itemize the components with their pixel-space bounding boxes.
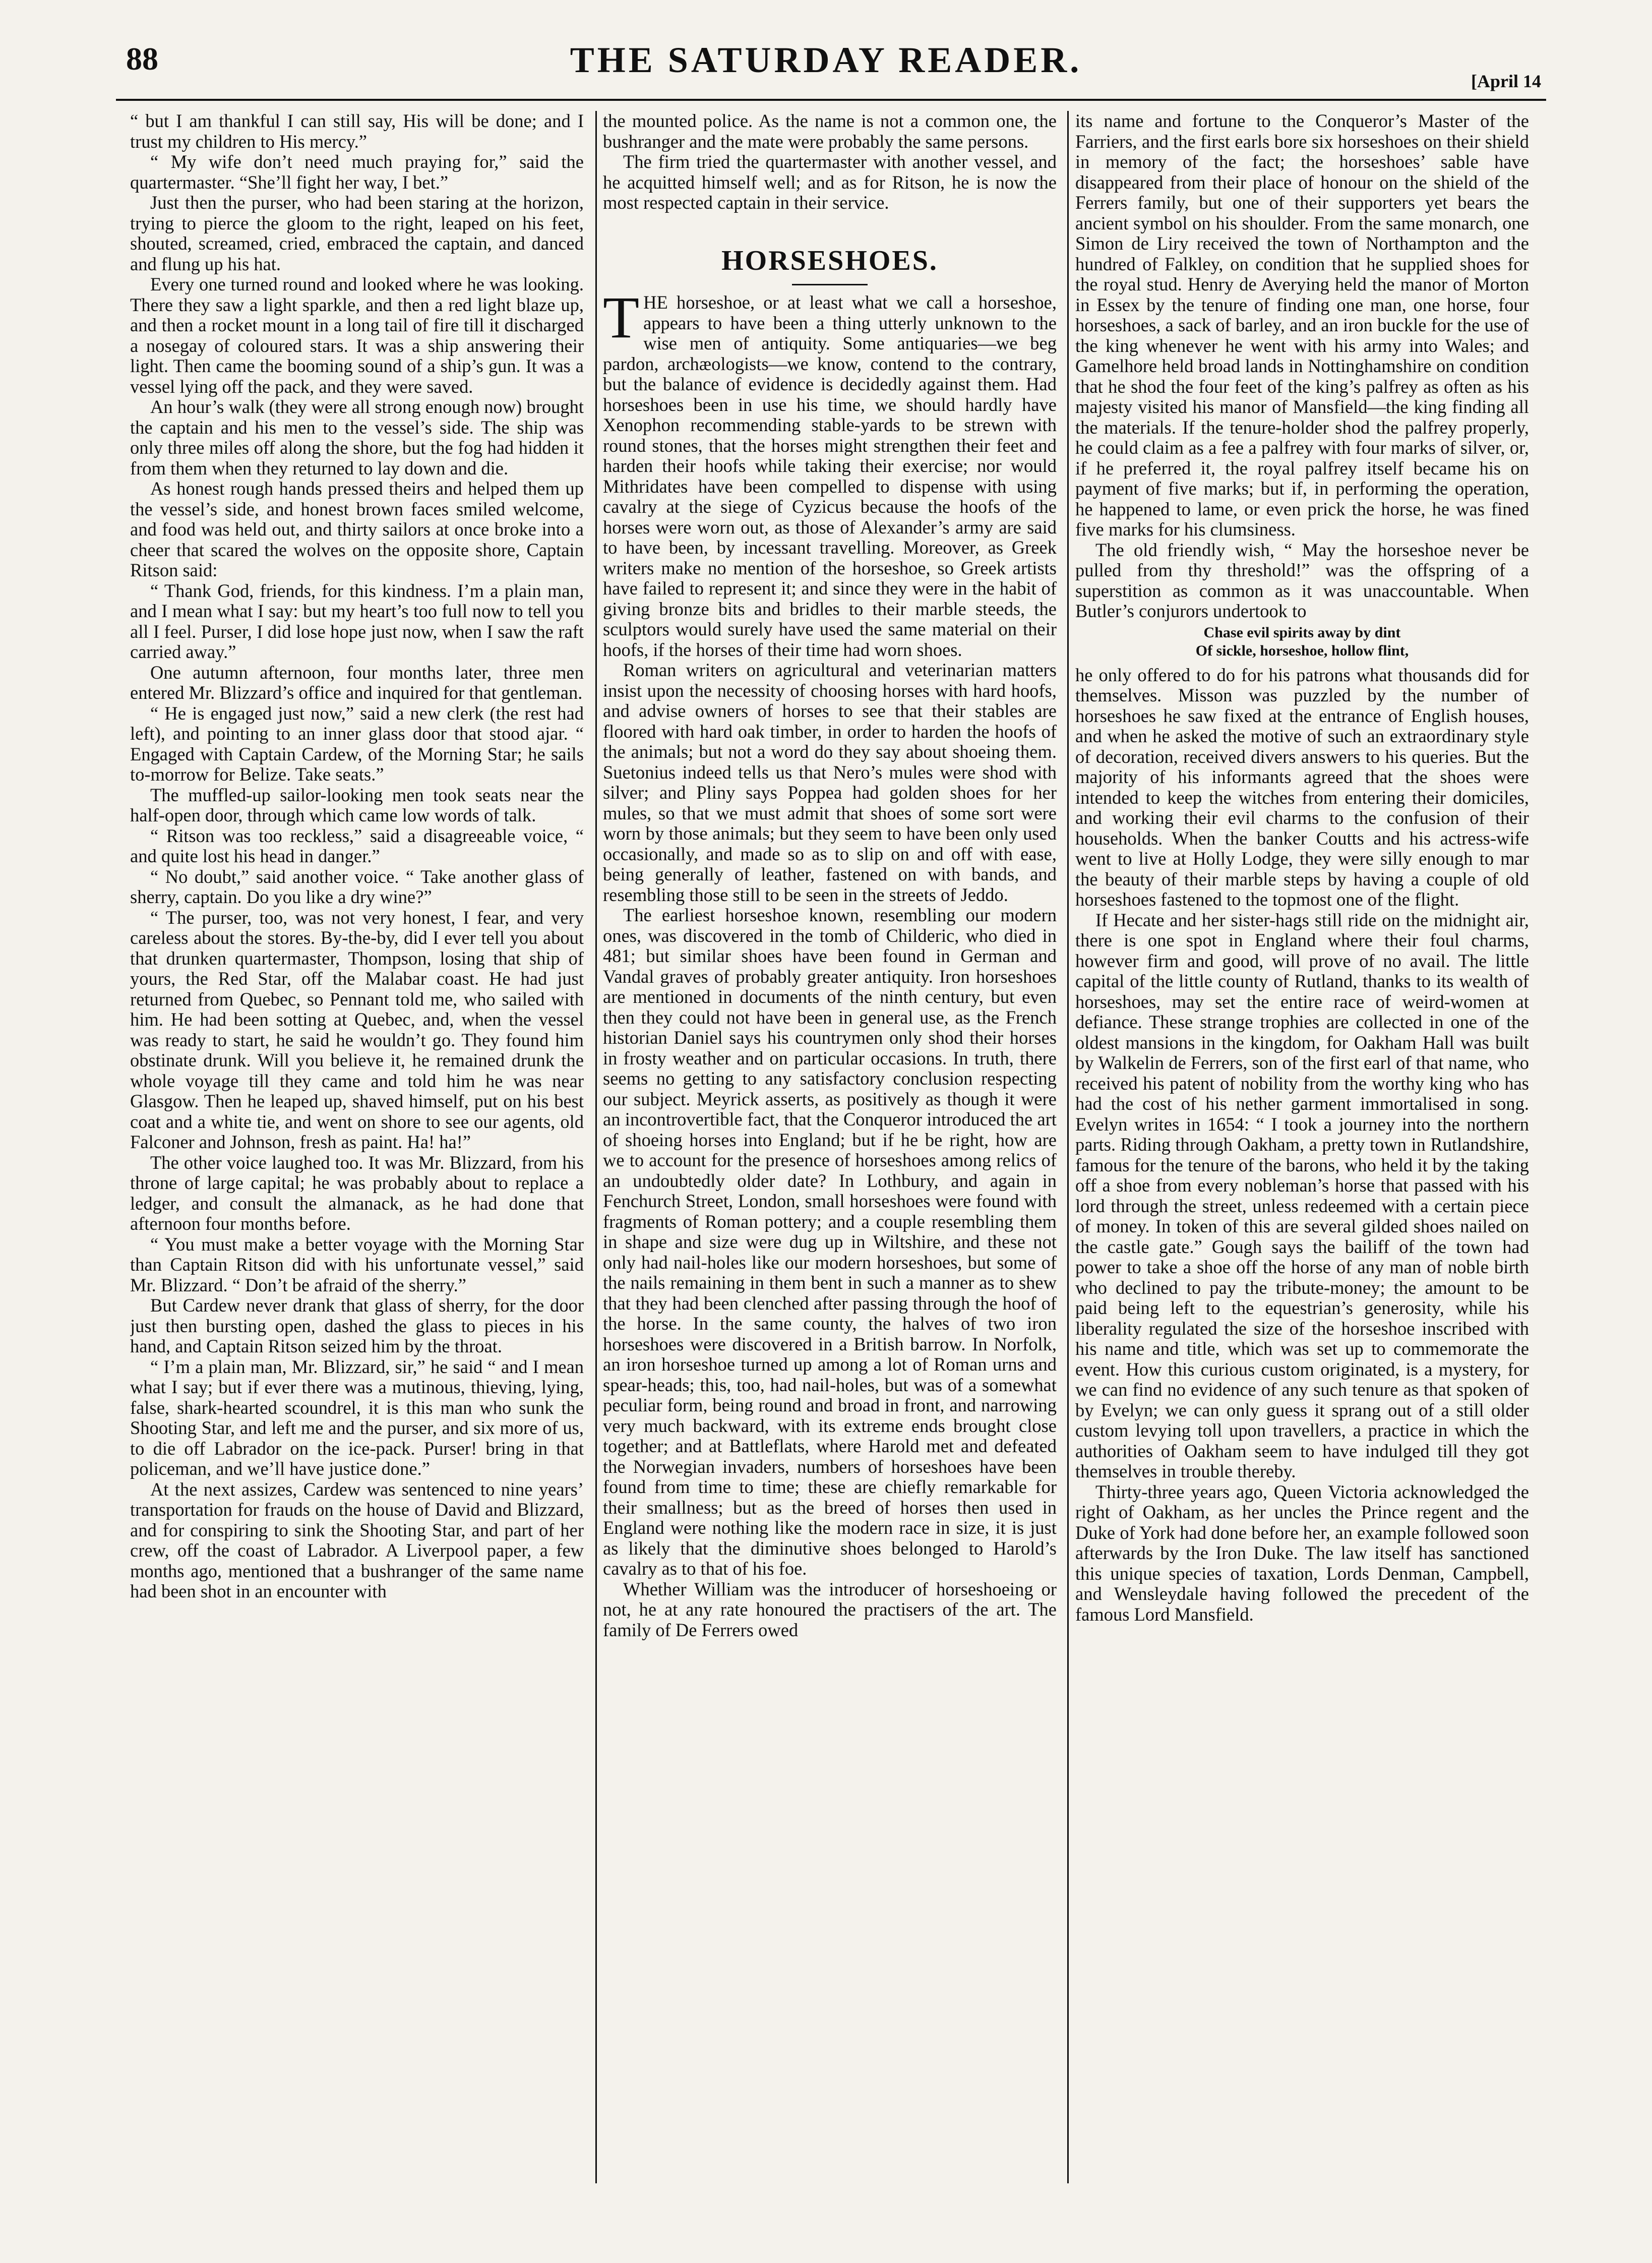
paragraph: Whether William was the introducer of horseshoeing or not, he at any rate honoured the practisers of the art. The family of De Ferrers owed — [603, 1578, 1057, 1640]
masthead — [0, 0, 1652, 101]
paragraph: At the next assizes, Cardew was sentenced to nine years’ transportation for frauds on the house of David and Blizzard, and for conspiring to sink the Shooting Star, and part of her crew, off the coast of Labrador. A Liverpool paper, a few months ago, mentioned that a bushranger of the same name had been shot in an encounter with — [130, 1478, 584, 1601]
paragraph — [603, 284, 1057, 660]
paragraph: The firm tried the quartermaster with another vessel, and he acquitted himself well; and as for Ritson, he is now the most respected captain in their service. — [603, 151, 1057, 213]
publication-title: THE SATURDAY READER. — [570, 40, 1082, 80]
column-rule — [1067, 111, 1069, 2183]
paragraph: he only offered to do for his patrons what thousands did for themselves. Misson was puzzled by the number of horseshoes he saw fixed at the entrance of English houses, and when he asked the motive of such an extraordinary style of decoration, received divers answers to his queries. But the majority of his informants agreed that the shoes were intended to keep the witches from entering their domiciles, and working their evil charms to the confusion of their households. When the banker Coutts and his actress-wife went to live at Holly Lodge, they were silly enough to mar the beauty of their marble steps by having a couple of old horseshoes fastened to the topmost one of the flight. — [1075, 664, 1529, 910]
paragraph: “ but I am thankful I can still say, His will be done; and I trust my children to His mercy.” — [130, 111, 584, 152]
paragraph: “ You must make a better voyage with the Morning Star than Captain Ritson did with his unfortunate vessel,” said Mr. Blizzard. “ Don’t be afraid of the sherry.” — [130, 1233, 584, 1295]
page-number: 88 — [126, 41, 158, 77]
paragraph: The old friendly wish, “ May the horseshoe never be pulled from thy threshold!” was the offspring of a superstition as common as it was unaccountable. When Butler’s conjurors undertook to — [1075, 539, 1529, 621]
paragraph: “ No doubt,” said another voice. “ Take another glass of sherry, captain. Do you like a dry wine?” — [130, 866, 584, 907]
column-3 — [1075, 111, 1529, 2183]
paragraph: Every one turned round and looked where he was looking. There they saw a light sparkle, and then a red light blaze up, and then a rocket mount in a long tail of fire till it discharged a nosegay of coloured stars. It was a ship answering their light. Then came the booming sound of a ship’s gun. It was a vessel lying off the pack, and they were saved. — [130, 274, 584, 397]
column-1 — [130, 111, 584, 2183]
column-rule — [595, 111, 597, 2183]
paragraph: “ He is engaged just now,” said a new clerk (the rest had left), and pointing to an inner glass door that stood ajar. “ Engaged with Captain Cardew, of the Morning Star; he sails to-morrow for Belize. Take seats.” — [130, 702, 584, 785]
article-title: HORSESHOES. — [721, 245, 938, 276]
paragraph: the mounted police. As the name is not a common one, the bushranger and the mate were probably the same persons. — [603, 111, 1057, 152]
paragraph: The earliest horseshoe known, resembling our modern ones, was discovered in the tomb of Childeric, who died in 481; but similar shoes have been found in German and Vandal graves of probably greater antiquity. Iron horseshoes are mentioned in documents of the ninth century, but even then they could not have been in general use, as the French historian Daniel says his countrymen only shod their horses in frosty weather and on particular occasions. In truth, there seems no getting to any satisfactory conclusion respecting our subject. Meyrick asserts, as positively as though it were an incontrovertible fact, that the Conqueror introduced the art of shoeing horses into England; but if he be right, how are we to account for the presence of horseshoes among relics of an undoubtedly older date? In Lothbury, and again in Fenchurch Street, London, small horseshoes were found with fragments of Roman pottery; and a couple resembling them in shape and size were dug up in Wiltshire, and these not only had nail-holes like our modern horseshoes, but some of the nails remaining in them bent in such a manner as to shew that they had been clenched after passing through the hoof of the horse. In the same county, the halves of two iron horseshoes were discovered in a British barrow. In Norfolk, an iron horseshoe turned up among a lot of Roman urns and spear-heads; this, too, had nail-holes, but was of a somewhat peculiar form, being round and broad in front, and narrowing very much backward, with its extreme ends brought close together; and at Battleflats, where Harold met and defeated the Norwegian invaders, numbers of horseshoes have been found from time to time; these are chiefly remarkable for their smallness; but as the breed of horses then used in England were nothing like the modern race in size, it is just as likely that the diminutive shoes belonged to Harold’s cavalry as to that of his foe. — [603, 905, 1057, 1579]
paragraph: “ My wife don’t need much praying for,” said the quartermaster. “She’ll fight her way, I bet.” — [130, 151, 584, 193]
drop-cap: T — [603, 284, 640, 350]
paragraph: One autumn afternoon, four months later, three men entered Mr. Blizzard’s office and inquired for that gentleman. — [130, 662, 584, 703]
verse-quote — [1075, 624, 1529, 660]
paragraph: Roman writers on agricultural and veterinarian matters insist upon the necessity of choosing horses with hard hoofs, and advise owners of horses to see that their stables are floored with hard oak timber, in order to harden the hoofs of the animals; but not a word do they say about shoeing them. Suetonius indeed tells us that Nero’s mules were shod with silver; and Pliny says Poppea had golden shoes for her mules, so that we must admit that shoes of some sort were worn by those animals; but they seem to have been only used occasionally, and made so as to slip on and off with ease, being generally of leather, fastened on with bands, and resembling those still to be seen in the streets of Jeddo. — [603, 660, 1057, 905]
paragraph: Thirty-three years ago, Queen Victoria acknowledged the right of Oakham, as her uncles the Prince regent and the Duke of York had done before her, an example followed soon afterwards by the Iron Duke. The law itself has sanctioned this unique species of taxation, Lords Denman, Campbell, and Wensleydale having followed the precedent of the famous Lord Mansfield. — [1075, 1481, 1529, 1625]
paragraph: An hour’s walk (they were all strong enough now) brought the captain and his men to the vessel’s side. The ship was only three miles off along the shore, but the fog had hidden it from them when they returned to lay down and die. — [130, 396, 584, 479]
header-rule — [116, 99, 1546, 101]
paragraph: As honest rough hands pressed theirs and helped them up the vessel’s side, and honest brown faces smiled welcome, and food was held out, and thirty sailors at once broke into a cheer that scared the wolves on the opposite shore, Captain Ritson said: — [130, 478, 584, 580]
paragraph: “ Ritson was too reckless,” said a disagreeable voice, “ and quite lost his head in danger.” — [130, 825, 584, 866]
drop-cap-paragraph-text: HE horseshoe, or at least what we call a horseshoe, appears to have been a thing utterly unknown to the wise men of antiquity. Some antiquaries—we beg pardon, archæologists—we know, contend to the contrary, but the balance of evidence is decidedly against them. Had horseshoes been in use his time, we should hardly have Xenophon recommending stable-yards to be strewn with round stones, that the horses might strengthen their feet and harden their hoofs while taking their exercise; nor would Mithridates have been compelled to dispense with using cavalry at the siege of Cyzicus because the hoofs of the horses were worn out, as those of Alexander’s army are said to have been, by incessant travelling. Moreover, as Greek writers make no mention of the horseshoe, so Greek artists have failed to represent it; and since they were in the habit of giving bronze bits and bridles to their marble steeds, the sculptors would surely have used the same material on their hoofs, if the horses of their time had worn shoes. — [603, 292, 1057, 660]
paragraph: But Cardew never drank that glass of sherry, for the door just then bursting open, dashed the glass to pieces in his hand, and Captain Ritson seized him by the throat. — [130, 1295, 584, 1356]
title-rule — [792, 284, 868, 285]
column-2 — [603, 111, 1057, 2183]
verse-line: Of sickle, horseshoe, hollow flint, — [1195, 642, 1409, 659]
paragraph: “ I’m a plain man, Mr. Blizzard, sir,” he said “ and I mean what I say; but if ever there was a mutinous, thieving, lying, false, shark-hearted scoundrel, it is this man who sunk the Shooting Star, and left me and the purser, and six more of us, to die off Labrador on the ice-pack. Purser! bring in that policeman, and we’ll have justice done.” — [130, 1356, 584, 1479]
paragraph: “ Thank God, friends, for this kindness. I’m a plain man, and I mean what I say: but my heart’s too full now to tell you all I feel. Purser, I did lose hope just now, when I saw the raft carried away.” — [130, 580, 584, 662]
issue-date: [April 14 — [1471, 71, 1541, 91]
paragraph: The other voice laughed too. It was Mr. Blizzard, from his throne of large capital; he was probably about to replace a ledger, and consult the almanack, as he had done that afternoon four months before. — [130, 1152, 584, 1234]
paragraph: “ The purser, too, was not very honest, I fear, and very careless about the stores. By-the-by, did I ever tell you about that drunken quartermaster, Thompson, losing that ship of yours, the Red Star, off the Malabar coast. He had just returned from Quebec, so Pennant told me, who sailed with him. He had been sotting at Quebec, and, when the vessel was ready to start, he said he wouldn’t go. They found him obstinate drunk. Will you believe it, he remained drunk the whole voyage till they came and told him he was near Glasgow. Then he leaped up, shaved himself, put on his best coat and a white tie, and went on shore to see our agents, old Falconer and Johnson, fresh as paint. Ha! ha!” — [130, 907, 584, 1152]
paragraph: its name and fortune to the Conqueror’s Master of the Farriers, and the first earls bore six horseshoes on their shield in memory of the fact; the horseshoes’ sable have disappeared from their place of honour on the shield of the Ferrers family, but one of their supporters yet bears the ancient symbol on his shoulder. From the same monarch, one Simon de Liry received the town of Northampton and the hundred of Falkley, on condition that he supplied shoes for the royal stud. Henry de Averying held the manor of Morton in Essex by the tenure of finding one man, one horse, four horseshoes, a sack of barley, and an iron buckle for the use of the king whenever he went with his army into Wales; and Gamelhore held broad lands in Nottinghamshire on condition that he shod the four feet of the king’s palfrey as often as his majesty visited his manor of Mansfield—the king finding all the materials. If the tenure-holder shod the palfrey properly, he could claim as a fee a palfrey with four marks of silver, or, if he preferred it, the royal palfrey itself became his on payment of five marks; but if, in performing the operation, he happened to lame, or even prick the horse, he was fined five marks for his clumsiness. — [1075, 111, 1529, 540]
paragraph: The muffled-up sailor-looking men took seats near the half-open door, through which came low words of talk. — [130, 784, 584, 825]
verse-line: Chase evil spirits away by dint — [1203, 624, 1401, 641]
paragraph: If Hecate and her sister-hags still ride on the midnight air, there is one spot in England where their foul charms, however firm and good, will prove of no avail. The little capital of the little county of Rutland, thanks to its wealth of horseshoes, may set the entire race of weird-women at defiance. These strange trophies are collected in one of the oldest mansions in the kingdom, for Oakham Hall was built by Walkelin de Ferrers, son of the first earl of that name, who received his patent of nobility from the worthy king who has had the cost of his nether garment immortalised in song. Evelyn writes in 1654: “ I took a journey into the northern parts. Riding through Oakham, a pretty town in Rutlandshire, famous for the tenure of the barons, who held it by the taking off a shoe from every nobleman’s horse that passed with his lord through the street, unless redeemed with a certain piece of money. In token of this are several gilded shoes nailed on the castle gate.” Gough says the bailiff of the town had power to take a shoe off the horse of any man of noble birth who declined to pay the tribute-money; the amount to be paid being left to the equestrian’s generosity, while his liberality regulated the size of the horseshoe inscribed with his name and title, which was set up to commemorate the event. How this curious custom originated, is a mystery, for we can find no evidence of any such tenure as that spoken of by Evelyn; we can only guess it sprang out of a still older custom levying toll upon travellers, a practice in which the authorities of Oakham seem to have indulged till they got themselves in trouble thereby. — [1075, 909, 1529, 1481]
paragraph: Just then the purser, who had been staring at the horizon, trying to pierce the gloom to the right, leaped on his feet, shouted, screamed, cried, embraced the captain, and danced and flung up his hat. — [130, 192, 584, 274]
